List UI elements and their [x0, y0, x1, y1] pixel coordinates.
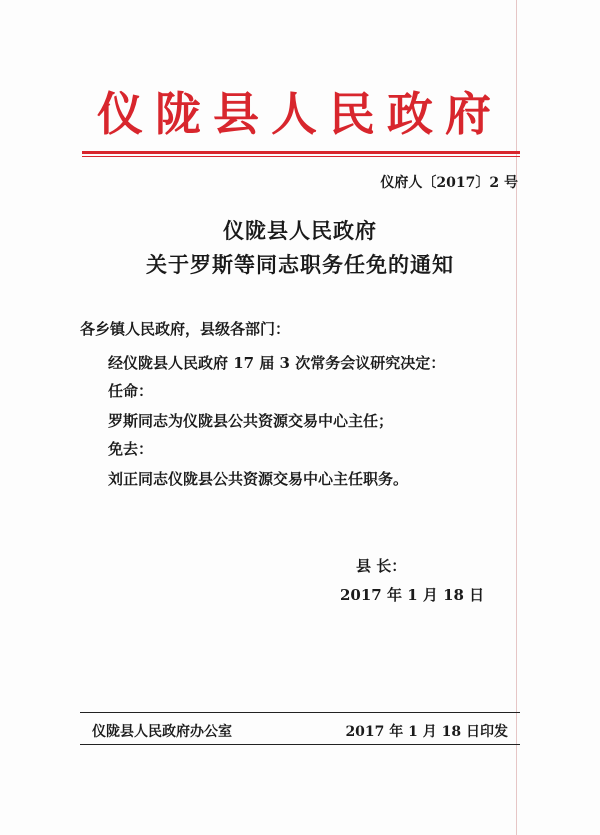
masthead-red-rule [82, 151, 520, 154]
masthead-title: 仪陇县人民政府 [97, 87, 503, 141]
signature-date: 2017 年 1 月 18 日 [340, 586, 485, 604]
notice-title-line-1: 仪陇县人民政府 [223, 218, 377, 243]
salutation: 各乡镇人民政府，县级各部门： [80, 320, 291, 338]
notice-title-line-2: 关于罗斯等同志职务任免的通知 [146, 252, 454, 277]
document-number: 仪府人〔2017〕2 号 [380, 175, 518, 191]
body-paragraph: 免去： [108, 440, 154, 458]
body-paragraph: 刘正同志仪陇县公共资源交易中心主任职务。 [108, 470, 409, 488]
footer-rule-bottom [80, 744, 520, 745]
body-paragraph: 经仪陇县人民政府 17 届 3 次常务会议研究决定： [108, 354, 446, 372]
footer-issue-date: 2017 年 1 月 18 日印发 [345, 724, 508, 740]
footer-rule-top [80, 712, 520, 713]
body-paragraph: 罗斯同志为仪陇县公共资源交易中心主任； [108, 412, 394, 430]
signature-title: 县 长： [356, 557, 407, 575]
body-paragraph: 任命： [108, 382, 154, 400]
masthead-red-rule-thin [82, 156, 520, 157]
footer-issuer: 仪陇县人民政府办公室 [92, 724, 232, 740]
